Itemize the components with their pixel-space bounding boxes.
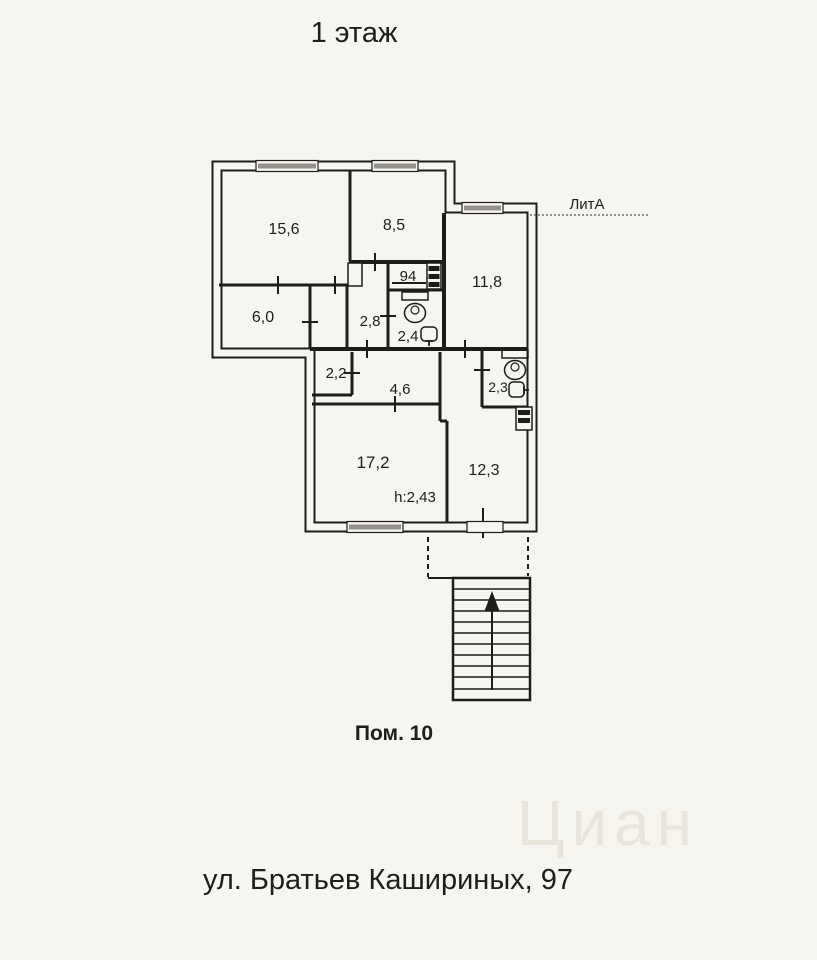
toilet-icon-wc-2-3 bbox=[502, 350, 528, 380]
entrance-opening bbox=[467, 522, 503, 533]
room-area-label-8-5: 8,5 bbox=[382, 217, 406, 234]
sink-icon-wc-2-4 bbox=[421, 327, 437, 346]
window-room-15-6 bbox=[256, 161, 318, 172]
litera-label: ЛитА bbox=[569, 196, 605, 213]
room-area-label-11-8: 11,8 bbox=[472, 274, 502, 291]
window-room-11-8 bbox=[462, 203, 503, 214]
door-leaf bbox=[348, 263, 362, 286]
address-label: ул. Братьев Кашириных, 97 bbox=[202, 864, 574, 896]
room-area-label-2-3: 2,3 bbox=[488, 379, 508, 395]
watermark-text: Циан bbox=[516, 787, 700, 859]
room-area-label-2-2: 2,2 bbox=[325, 365, 347, 382]
window-room-8-5 bbox=[372, 161, 418, 172]
room-area-label-17-2: 17,2 bbox=[356, 453, 390, 472]
premise-label: Пом. 10 bbox=[354, 722, 434, 745]
room-area-label-6-0: 6,0 bbox=[251, 309, 275, 326]
room-area-label-2-4: 2,4 bbox=[397, 328, 419, 345]
floor-title: 1 этаж bbox=[310, 17, 398, 49]
room-area-label-94: 94 bbox=[399, 268, 417, 285]
staircase bbox=[428, 537, 530, 700]
room-area-label-12-3: 12,3 bbox=[468, 462, 500, 479]
toilet-icon-wc-2-4 bbox=[402, 292, 428, 323]
sink-icon-wc-2-3 bbox=[509, 382, 529, 397]
window-room-17-2 bbox=[347, 522, 403, 533]
room-area-label-4-6: 4,6 bbox=[389, 381, 411, 398]
room-area-label-15-6: 15,6 bbox=[268, 221, 300, 238]
shaft-in-room-12-3 bbox=[516, 407, 532, 430]
ceiling-height-label: h:2,43 bbox=[394, 489, 436, 506]
stairs-up-arrow bbox=[485, 591, 500, 611]
shaft-in-closet-94 bbox=[427, 263, 441, 289]
room-area-label-2-8: 2,8 bbox=[359, 313, 381, 330]
